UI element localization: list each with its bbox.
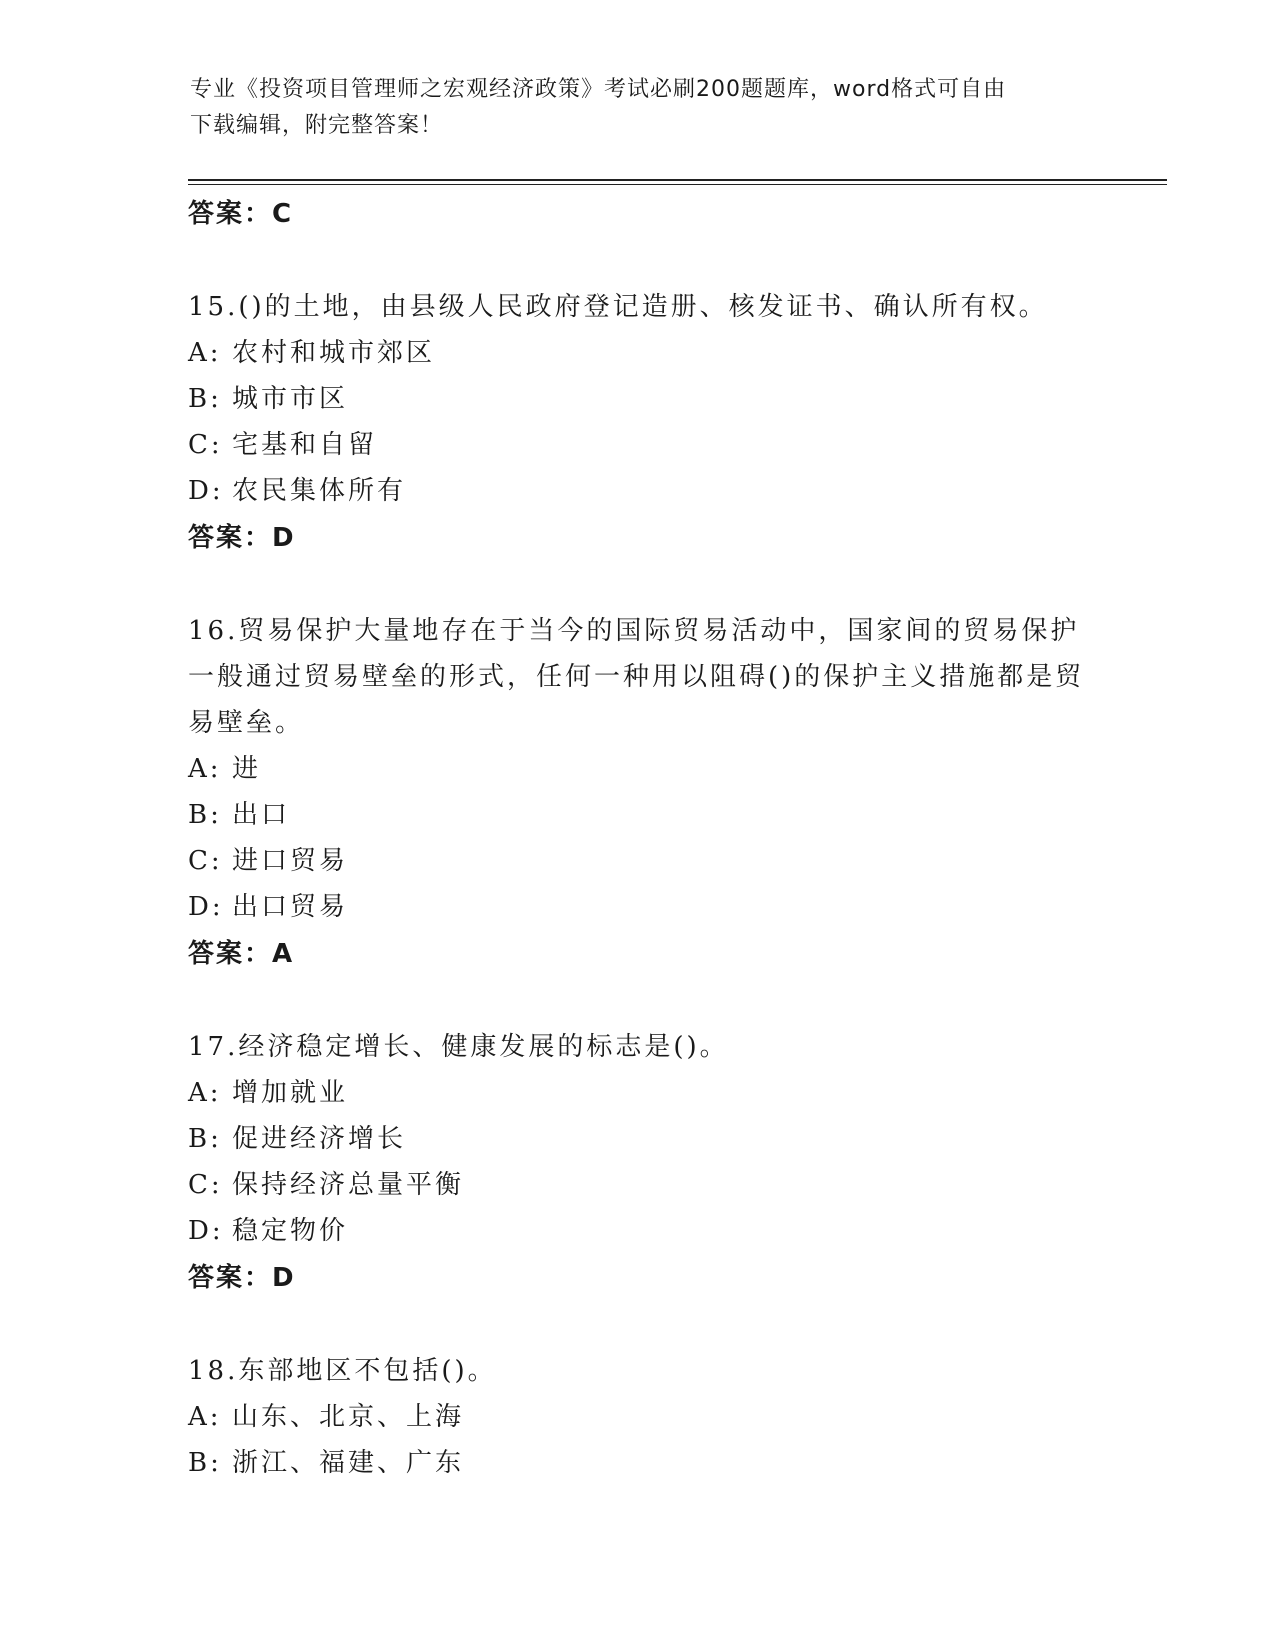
spacer <box>188 564 1088 608</box>
option-b <box>188 376 1088 422</box>
answer-line: 答案：D <box>188 1263 296 1293</box>
spacer <box>188 240 1088 284</box>
option-letter: B: <box>188 1124 222 1154</box>
option-text: 出口 <box>232 800 291 830</box>
option-d <box>188 884 1088 930</box>
document-content <box>188 190 1088 1486</box>
option-d <box>188 468 1088 514</box>
header-divider-thick <box>188 179 1167 181</box>
option-letter: C: <box>188 1170 223 1200</box>
option-letter: A: <box>188 1078 222 1108</box>
option-letter: A: <box>188 1402 222 1432</box>
option-a <box>188 1070 1088 1116</box>
option-text: 山东、北京、上海 <box>232 1402 465 1432</box>
spacer <box>188 1304 1088 1348</box>
option-letter: D: <box>188 892 224 922</box>
option-b <box>188 1440 1088 1486</box>
option-text: 宅基和自留 <box>232 430 378 460</box>
option-letter: D: <box>188 1216 224 1246</box>
answer-line: 答案：C <box>188 199 294 229</box>
option-d <box>188 1208 1088 1254</box>
answer-line: 答案：D <box>188 523 296 553</box>
option-letter: A: <box>188 754 222 784</box>
spacer <box>188 980 1088 1024</box>
option-c <box>188 838 1088 884</box>
option-b <box>188 1116 1088 1162</box>
option-letter: A: <box>188 338 222 368</box>
question-text: 15.()的土地，由县级人民政府登记造册、核发证书、确认所有权。 <box>188 292 1048 322</box>
question-block <box>188 1348 1088 1486</box>
option-a <box>188 1394 1088 1440</box>
option-text: 保持经济总量平衡 <box>232 1170 465 1200</box>
option-text: 农村和城市郊区 <box>232 338 436 368</box>
header-line-1: 专业《投资项目管理师之宏观经济政策》考试必刷200题题库，word格式可自由 <box>190 77 1007 102</box>
option-text: 农民集体所有 <box>232 476 407 506</box>
option-a <box>188 330 1088 376</box>
option-text: 浙江、福建、广东 <box>232 1448 465 1478</box>
header-divider-thin <box>188 184 1167 185</box>
option-b <box>188 792 1088 838</box>
answer-line: 答案：A <box>188 939 295 969</box>
option-c <box>188 422 1088 468</box>
question-text: 16.贸易保护大量地存在于当今的国际贸易活动中，国家间的贸易保护一般通过贸易壁垒的形式，任何一种用以阻碍()的保护主义措施都是贸易壁垒。 <box>188 616 1085 738</box>
option-a <box>188 746 1088 792</box>
option-text: 城市市区 <box>232 384 349 414</box>
header-line-2: 下载编辑，附完整答案！ <box>190 113 444 138</box>
option-letter: B: <box>188 1448 222 1478</box>
option-letter: C: <box>188 846 223 876</box>
option-letter: C: <box>188 430 223 460</box>
question-block <box>188 608 1088 980</box>
question-text: 17.经济稳定增长、健康发展的标志是()。 <box>188 1032 729 1062</box>
option-text: 增加就业 <box>232 1078 349 1108</box>
question-block <box>188 1024 1088 1304</box>
question-block <box>188 284 1088 564</box>
option-letter: B: <box>188 800 222 830</box>
document-header <box>190 72 1090 144</box>
option-letter: D: <box>188 476 224 506</box>
option-text: 进口贸易 <box>232 846 349 876</box>
option-text: 促进经济增长 <box>232 1124 407 1154</box>
option-text: 稳定物价 <box>232 1216 349 1246</box>
option-text: 出口贸易 <box>232 892 349 922</box>
option-letter: B: <box>188 384 222 414</box>
option-text: 进 <box>232 754 262 784</box>
option-c <box>188 1162 1088 1208</box>
question-text: 18.东部地区不包括()。 <box>188 1356 497 1386</box>
